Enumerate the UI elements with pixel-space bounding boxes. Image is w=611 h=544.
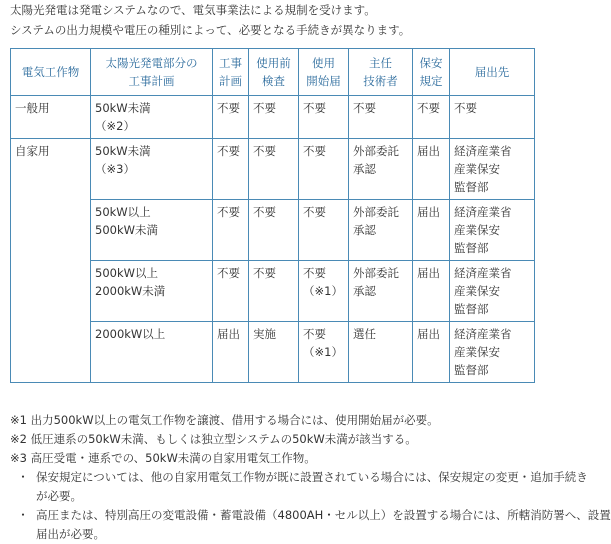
chief-engineer-cell <box>349 139 413 200</box>
cell-line: 開始届 <box>306 74 341 88</box>
cell-line: 監督部 <box>454 241 489 255</box>
destination-cell <box>450 200 535 261</box>
cell-line: 不要 <box>353 101 376 115</box>
category-cell: 自家用 <box>11 139 91 383</box>
intro-line: システムの出力規模や電圧の種別によって、必要となる手続きが異なります。 <box>10 23 411 37</box>
destination-cell <box>450 322 535 383</box>
cell-line: 外部委託 <box>353 144 399 158</box>
table-row <box>11 96 535 139</box>
cell-line: 産業保安 <box>454 223 500 237</box>
cell-line: 外部委託 <box>353 205 399 219</box>
chief-engineer-cell <box>349 322 413 383</box>
chief-engineer-cell <box>349 200 413 261</box>
cell-line: 50kW未満 <box>95 101 151 115</box>
intro-text <box>10 0 540 40</box>
cell-line: 監督部 <box>454 363 489 377</box>
column-header <box>11 49 91 96</box>
cell-line: 規定 <box>419 74 443 88</box>
cell-line: 監督部 <box>454 302 489 316</box>
column-header <box>450 49 535 96</box>
bullet-item <box>10 468 588 506</box>
pre-use-inspection-cell: 不要 <box>249 200 299 261</box>
bullet-text-line: が必要。 <box>36 489 82 503</box>
scale-cell <box>91 200 213 261</box>
start-notification-cell <box>299 139 349 200</box>
cell-line: 不要 <box>303 266 326 280</box>
cell-line: 電気工作物 <box>21 65 80 79</box>
regulation-table <box>10 48 535 383</box>
column-header <box>349 49 413 96</box>
cell-line: （※1） <box>303 284 343 298</box>
cell-line: （※1） <box>303 345 343 359</box>
chief-engineer-cell <box>349 261 413 322</box>
pre-use-inspection-cell: 不要 <box>249 139 299 200</box>
intro-line: 太陽光発電は発電システムなので、電気事業法による規制を受けます。 <box>10 3 376 17</box>
safety-rules-cell: 届出 <box>413 200 450 261</box>
safety-rules-cell: 届出 <box>413 139 450 200</box>
safety-rules-cell: 届出 <box>413 322 450 383</box>
cell-line: 技術者 <box>363 74 398 88</box>
bullet-text-line: 保安規定については、他の自家用電気工作物が既に設置されている場合には、保安規定の変更・追加手続き <box>36 470 588 484</box>
cell-line: 外部委託 <box>353 266 399 280</box>
bullet-text <box>36 468 588 506</box>
cell-line: 承認 <box>353 162 376 176</box>
footnote-1: ※1 出力500kW以上の電気工作物を譲渡、借用する場合には、使用開始届が必要。 <box>10 413 439 427</box>
cell-line: （※2） <box>95 119 135 133</box>
start-notification-cell <box>299 322 349 383</box>
cell-line: 太陽光発電部分の <box>105 56 198 70</box>
notes-section <box>10 411 611 544</box>
cell-line: 不要 <box>303 205 326 219</box>
cell-line: 不要 <box>303 144 326 158</box>
cell-line: 検査 <box>262 74 285 88</box>
cell-line: 不要 <box>303 327 326 341</box>
cell-line: 経済産業省 <box>454 327 512 341</box>
bullet-text-line: 高圧または、特別高圧の変電設備・蓄電設備（4800AH・セル以上）を設置する場合には、所轄消防署へ、設置 <box>36 508 611 522</box>
destination-cell <box>450 139 535 200</box>
scale-cell <box>91 322 213 383</box>
cell-line: 産業保安 <box>454 345 500 359</box>
start-notification-cell <box>299 261 349 322</box>
scale-cell <box>91 261 213 322</box>
cell-line: 産業保安 <box>454 162 500 176</box>
cell-line: 使用 <box>312 56 335 70</box>
cell-line: 計画 <box>219 74 242 88</box>
cell-line: 50kW未満 <box>95 144 151 158</box>
bullet-mark: ・ <box>17 470 29 484</box>
destination-cell <box>450 96 535 139</box>
cell-line: 不要 <box>454 101 477 115</box>
cell-line: 承認 <box>353 284 376 298</box>
scale-cell <box>91 96 213 139</box>
column-header <box>249 49 299 96</box>
cell-line: 主任 <box>369 56 392 70</box>
footnote-3: ※3 高圧受電・連系での、50kW未満の自家用電気工作物。 <box>10 451 316 465</box>
construction-plan-cell: 不要 <box>213 139 249 200</box>
bullet-mark: ・ <box>17 508 29 522</box>
pre-use-inspection-cell: 不要 <box>249 96 299 139</box>
bullet-text <box>36 506 611 544</box>
cell-line: 2000kW以上 <box>95 327 166 341</box>
cell-line: 使用前 <box>256 56 291 70</box>
chief-engineer-cell <box>349 96 413 139</box>
cell-line: 工事計画 <box>128 74 175 88</box>
cell-line: 経済産業省 <box>454 205 512 219</box>
table-row <box>11 139 535 200</box>
cell-line: 産業保安 <box>454 284 500 298</box>
cell-line: 500kW以上 <box>95 266 158 280</box>
pre-use-inspection-cell: 実施 <box>249 322 299 383</box>
construction-plan-cell: 届出 <box>213 322 249 383</box>
footnote-2: ※2 低圧連系の50kW未満、もしくは独立型システムの50kW未満が該当する。 <box>10 432 417 446</box>
pre-use-inspection-cell: 不要 <box>249 261 299 322</box>
bullet-text-line: 届出が必要。 <box>36 527 105 541</box>
cell-line: （※3） <box>95 162 135 176</box>
cell-line: 経済産業省 <box>454 266 512 280</box>
cell-line: 経済産業省 <box>454 144 512 158</box>
safety-rules-cell: 不要 <box>413 96 450 139</box>
start-notification-cell <box>299 96 349 139</box>
construction-plan-cell: 不要 <box>213 200 249 261</box>
cell-line: 届出先 <box>474 65 510 79</box>
construction-plan-cell: 不要 <box>213 261 249 322</box>
bullet-item <box>10 506 611 544</box>
category-cell: 一般用 <box>11 96 91 139</box>
column-header <box>213 49 249 96</box>
header-row <box>11 49 535 96</box>
cell-line: 工事 <box>219 56 242 70</box>
start-notification-cell <box>299 200 349 261</box>
cell-line: 監督部 <box>454 180 489 194</box>
cell-line: 2000kW未満 <box>95 284 166 298</box>
scale-cell <box>91 139 213 200</box>
safety-rules-cell: 届出 <box>413 261 450 322</box>
column-header <box>413 49 450 96</box>
cell-line: 承認 <box>353 223 376 237</box>
cell-line: 保安 <box>419 56 443 70</box>
cell-line: 選任 <box>353 327 376 341</box>
cell-line: 50kW以上 <box>95 205 151 219</box>
column-header <box>91 49 213 96</box>
cell-line: 不要 <box>303 101 326 115</box>
construction-plan-cell: 不要 <box>213 96 249 139</box>
column-header <box>299 49 349 96</box>
cell-line: 500kW未満 <box>95 223 158 237</box>
destination-cell <box>450 261 535 322</box>
